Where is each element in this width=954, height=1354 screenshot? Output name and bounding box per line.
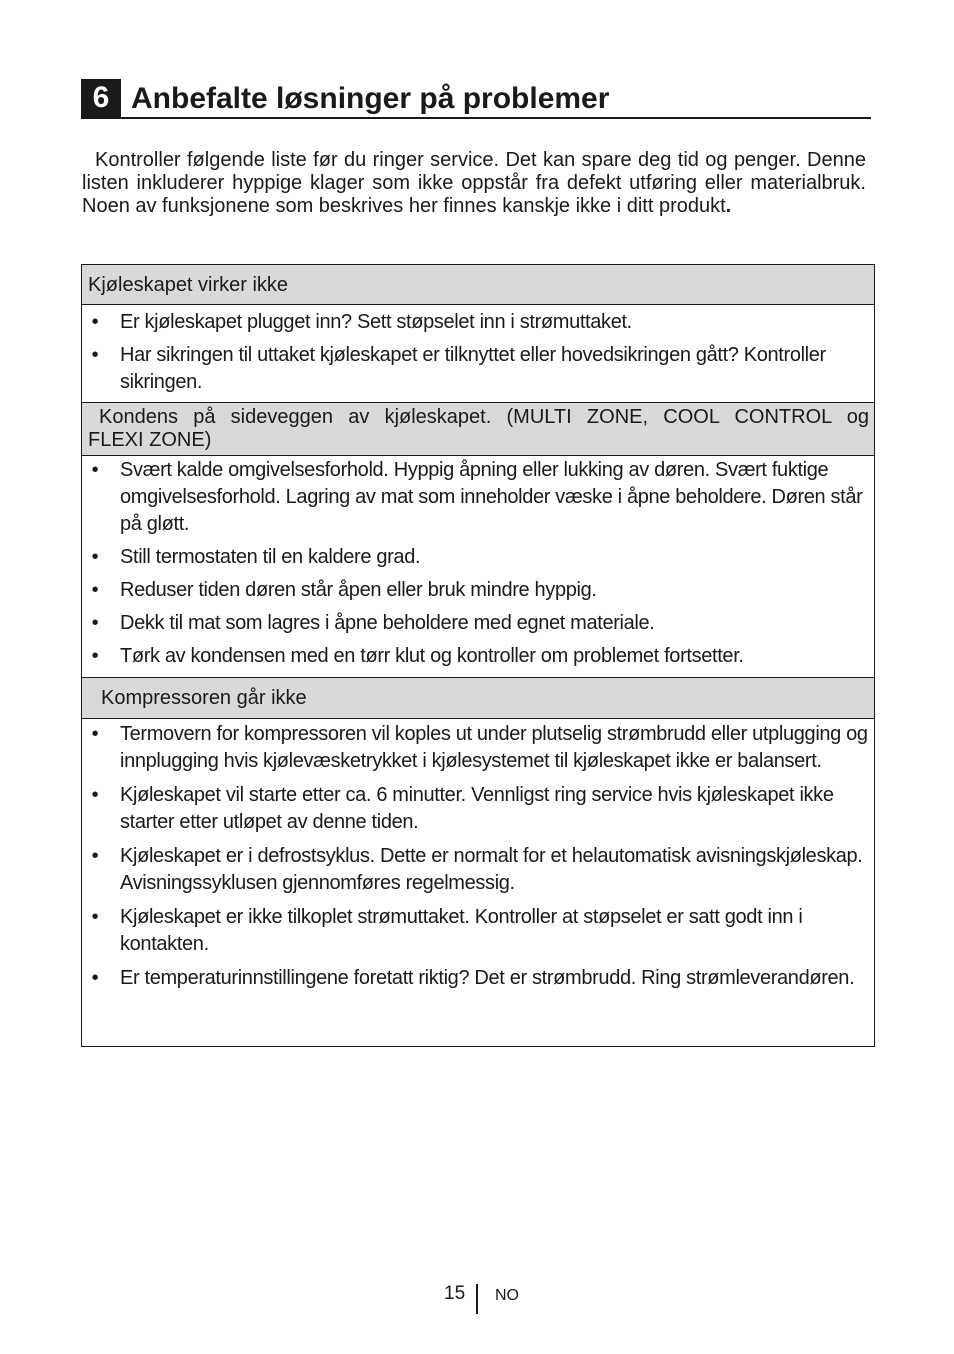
intro-text: Kontroller følgende liste før du ringer service. Det kan spare deg tid og penger. Denne listen inkluderer hyppige klager som ikke oppstår fra defekt utføring eller materialbruk. Noen av funksjonene som beskrives her finnes kanskje ikke i ditt produkt xyxy=(82,149,866,217)
list-item xyxy=(82,782,874,836)
list-item-text: Kjøleskapet vil starte etter ca. 6 minutter. Vennligst ring service hvis kjøleskapet ikke starter etter utløpet av denne tiden. xyxy=(120,784,834,833)
troubleshooting-table xyxy=(81,264,875,1047)
bullet-icon: • xyxy=(91,967,99,989)
language-code: NO xyxy=(495,1287,519,1304)
page-number: 15 xyxy=(444,1283,466,1304)
section-header xyxy=(81,79,871,119)
list-item xyxy=(82,544,874,571)
bullet-icon: • xyxy=(91,845,99,867)
bullet-icon: • xyxy=(91,459,99,481)
solution-list-compressor xyxy=(82,721,874,999)
bullet-icon: • xyxy=(91,906,99,928)
bullet-icon: • xyxy=(91,612,99,634)
list-item xyxy=(82,610,874,637)
solution-list-not-working xyxy=(82,309,874,402)
list-item-text: Dekk til mat som lagres i åpne beholdere med egnet materiale. xyxy=(120,612,655,634)
list-item-text: Er temperaturinnstillingene foretatt riktig? Det er strømbrudd. Ring strømleverandøren. xyxy=(120,967,855,989)
list-item xyxy=(82,457,874,538)
list-item-text: Tørk av kondensen med en tørr klut og kontroller om problemet fortsetter. xyxy=(120,645,744,667)
list-item xyxy=(82,843,874,897)
intro-paragraph xyxy=(82,149,866,218)
section-title: Anbefalte løsninger på problemer xyxy=(131,82,610,115)
problem-heading-condensation xyxy=(82,402,874,456)
bullet-icon: • xyxy=(91,546,99,568)
list-item xyxy=(82,309,874,336)
intro-end-mark: . xyxy=(725,195,732,217)
list-item-text: Still termostaten til en kaldere grad. xyxy=(120,546,421,568)
list-item-text: Svært kalde omgivelsesforhold. Hyppig åpning eller lukking av døren. Svært fuktige omgivelsesforhold. Lagring av mat som inneholder væske i åpne beholdere. Døren står på gløtt. xyxy=(120,459,863,535)
list-item-text: Har sikringen til uttaket kjøleskapet er tilknyttet eller hovedsikringen gått? Kontroller sikringen. xyxy=(120,344,826,393)
problem-heading-line: FLEXI ZONE) xyxy=(88,429,212,451)
list-item xyxy=(82,643,874,670)
bullet-icon: • xyxy=(91,579,99,601)
section-number-badge: 6 xyxy=(81,79,121,117)
problem-heading-line: Kondens på sideveggen av kjøleskapet. (MULTI ZONE, COOL CONTROL og xyxy=(99,406,869,428)
list-item xyxy=(82,577,874,604)
list-item-text: Reduser tiden døren står åpen eller bruk mindre hyppig. xyxy=(120,579,597,601)
bullet-icon: • xyxy=(91,311,99,333)
list-item xyxy=(82,342,874,396)
footer-divider xyxy=(476,1284,478,1314)
bullet-icon: • xyxy=(91,784,99,806)
bullet-icon: • xyxy=(91,645,99,667)
list-item-text: Er kjøleskapet plugget inn? Sett støpselet inn i strømuttaket. xyxy=(120,311,632,333)
list-item xyxy=(82,965,874,992)
list-item xyxy=(82,904,874,958)
bullet-icon: • xyxy=(91,723,99,745)
list-item-text: Termovern for kompressoren vil koples ut under plutselig strømbrudd eller utplugging og innplugging hvis kjølevæsketrykket i kjølesystemet til kjøleskapet ikke er balansert. xyxy=(120,723,868,772)
problem-heading-compressor: Kompressoren går ikke xyxy=(82,677,874,719)
list-item-text: Kjøleskapet er ikke tilkoplet strømuttaket. Kontroller at støpselet er satt godt inn i kontakten. xyxy=(120,906,803,955)
problem-heading-not-working: Kjøleskapet virker ikke xyxy=(82,265,874,305)
bullet-icon: • xyxy=(91,344,99,366)
list-item xyxy=(82,721,874,775)
solution-list-condensation xyxy=(82,457,874,676)
list-item-text: Kjøleskapet er i defrostsyklus. Dette er normalt for et helautomatisk avisningskjøleskap. Avisningssyklusen gjennomføres regelmessig. xyxy=(120,845,863,894)
